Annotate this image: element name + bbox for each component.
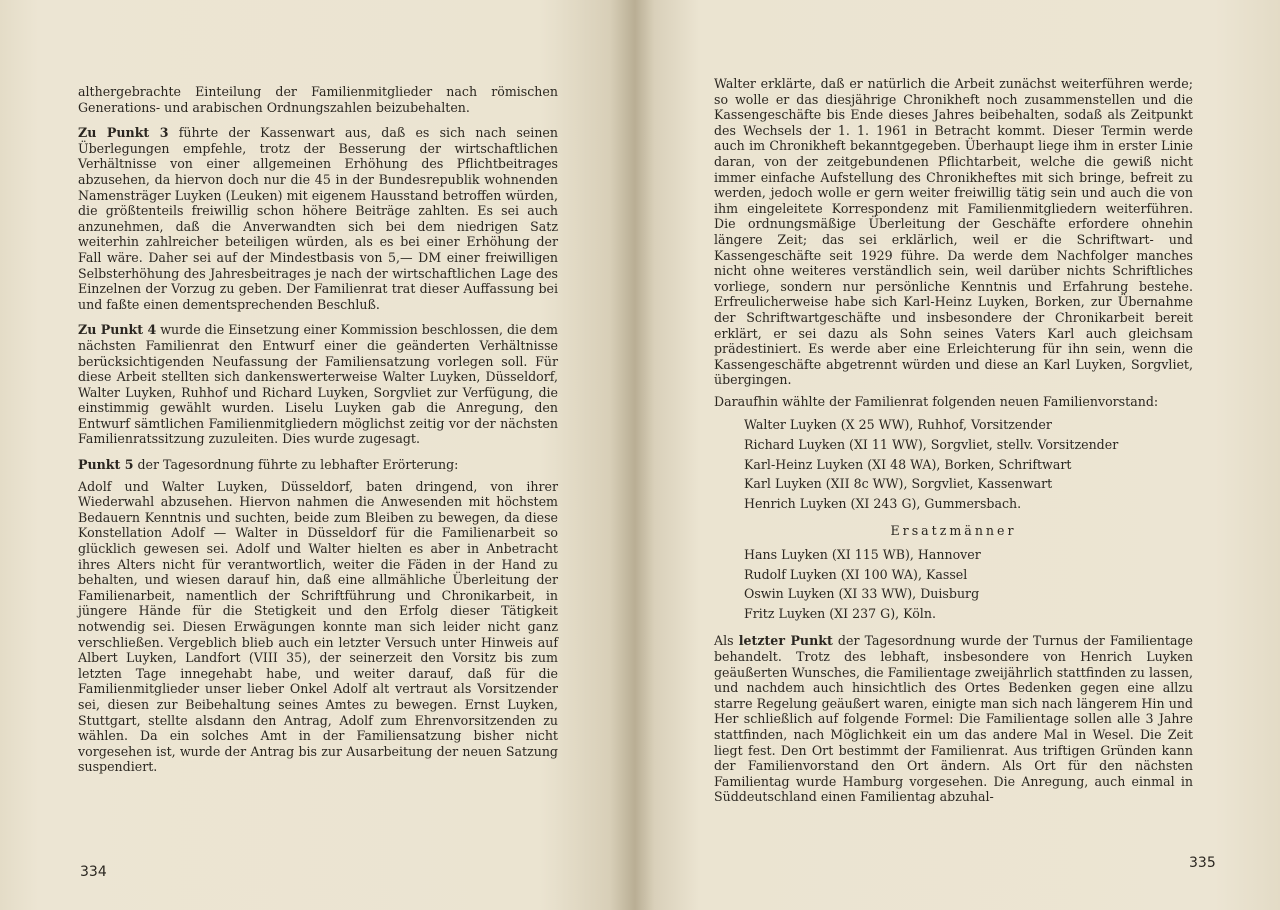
paragraph-body: der Tagesordnung führte zu lebhafter Erörterung: bbox=[133, 457, 459, 473]
list-item: Rudolf Luyken (XI 100 WA), Kassel bbox=[744, 566, 968, 582]
paragraph-body: führte der Kassenwart aus, daß es sich nach seinen Überlegungen empfehle, trotz der Besserung der wirtschaftlichen Verhältnisse von einer allgemeinen Erhöhung des Pflichtbeitrages abzusehen, da hiervon doch nur die 45 in der Bundesrepublik wohnenden Namensträger Luyken (Leuken) mit eigenem Hausstand betroffen würden, die größtenteils freiwillig schon höhere Beiträge zahlten. Es sei auch anzunehmen, daß die Anverwandten sich bei dem niedrigen Satz weiterhin zahlreicher beteiligen würden, als es bei einer Erhöhung der Fall wäre. Daher sei auf der Mindestbasis von 5,— DM einer freiwilligen Selbsterhöhung des Jahresbeitrages je nach der wirtschaftlichen Lage des Einzelnen der Vorzug zu geben. Der Familienrat trat dieser Auffassung bei und faßte einen dementsprechenden Beschluß. bbox=[78, 125, 558, 312]
list-item: Richard Luyken (XI 11 WW), Sorgvliet, stellv. Vorsitzender bbox=[744, 437, 1119, 453]
paragraph-body: althergebrachte Einteilung der Familienmitglieder nach römischen Generations- und arabischen Ordnungszahlen beizubehalten. bbox=[78, 84, 558, 115]
left-page-text bbox=[78, 84, 558, 785]
list-item: Fritz Luyken (XI 237 G), Köln. bbox=[744, 605, 936, 621]
substitutes-list bbox=[744, 545, 1193, 623]
substitutes-heading: Ersatzmänner bbox=[890, 523, 1017, 539]
list-item: Hans Luyken (XI 115 WB), Hannover bbox=[744, 547, 981, 563]
right-page bbox=[635, 0, 1280, 910]
paragraph-lead: Zu Punkt 3 bbox=[78, 125, 169, 141]
paragraph-body: der Tagesordnung wurde der Turnus der Familientage behandelt. Trotz des lebhaft, insbesondere von Henrich Luyken geäußerten Wunsches, die Familientage zweijährlich stattfinden zu lassen, und nachdem auch hinsichtlich des Ortes Bedenken gegen eine allzu starre Regelung geäußert waren, einigte man sich nach längerem Hin und Her schließlich auf folgende Formel: Die Familientage sollen alle 3 Jahre stattfinden, nach Möglichkeit ein um das andere Mal in Wesel. Die Zeit liegt fest. Den Ort bestimmt der Familienrat. Aus triftigen Gründen kann der Familienvorstand den Ort ändern. Als Ort für den nächsten Familientag wurde Hamburg vorgesehen. Die Anregung, auch einmal in Süddeutschland einen Familientag abzuhal- bbox=[714, 633, 1193, 805]
list-item: Karl Luyken (XII 8c WW), Sorgvliet, Kassenwart bbox=[744, 476, 1053, 492]
page-number: 334 bbox=[80, 864, 107, 880]
paragraph-lead: Punkt 5 bbox=[78, 457, 134, 473]
paragraph: Walter erklärte, daß er natürlich die Arbeit zunächst weiterführen werde; so wolle er das diesjährige Chronikheft noch zusammenstellen und die Kassengeschäfte bis Ende dieses Jahres beibehalten, sodaß als Zeitpunkt des Wechsels der 1. 1. 1961 in Betracht kommt. Dieser Termin werde auch im Chronikheft bekanntgegeben. Überhaupt liege ihm in erster Linie daran, von der zeitgebundenen Pflichtarbeit, welche die gewiß nicht immer einfache Aufstellung des Chronikheftes mit sich bringe, befreit zu werden, jedoch wolle er gern weiter freiwillig tätig sein und auch die von ihm eingeleitete Korrespondenz mit Familienmitgliedern weiterführen. Die ordnungsmäßige Überleitung der Geschäfte erfordere ohnehin längere Zeit; das sei erklärlich, weil er die Schriftwart- und Kassengeschäfte seit 1929 führe. Da werde dem Nachfolger manches nicht ohne weiteres verständlich sein, weil darüber nichts Schriftliches vorliege, sondern nur persönliche Kenntnis und Erfahrung bestehe. Erfreulicherweise habe sich Karl-Heinz Luyken, Borken, zur Übernahme der Schriftwartgeschäfte und insbesondere der Chronikarbeit bereit erklärt, er sei dazu als Sohn seines Vaters Karl auch gleichsam prädestiniert. Es werde aber eine Erleichterung für ihn sein, wenn die Kassengeschäfte abgetrennt würden und diese an Karl Luyken, Sorgvliet, übergingen. bbox=[714, 76, 1193, 388]
paragraph-body: Adolf und Walter Luyken, Düsseldorf, baten dringend, von ihrer Wiederwahl abzusehen. Hiervon nahmen die Anwesenden mit höchstem Bedauern Kenntnis und suchten, beide zum Bleiben zu bewegen, da diese Konstellation Adolf — Walter in Düsseldorf für die Familienarbeit so glücklich gewesen sei. Adolf und Walter hielten es aber in Anbetracht ihres Alters nicht für verantwortlich, weiter die Fäden in der Hand zu behalten, und wiesen darauf hin, daß eine allmähliche Überleitung der Familienarbeit, namentlich der Schriftführung und Chronikarbeit, in jüngere Hände für die Stetigkeit und den Erfolg dieser Tätigkeit notwendig sei. Diesen Erwägungen konnte man sich leider nicht ganz verschließen. Vergeblich blieb auch ein letzter Versuch unter Hinweis auf Albert Luyken, Landfort (VIII 35), der seinerzeit den Vorsitz bis zum letzten Tage innegehabt habe, und weiter darauf, daß für die Familienmitglieder unser lieber Onkel Adolf alt vertraut als Vorsitzender sei, diesen zur Beibehaltung seines Amtes zu bewegen. Ernst Luyken, Stuttgart, stellte alsdann den Antrag, Adolf zum Ehrenvorsitzenden zu wählen. Da ein solches Amt in der Familiensatzung bisher nicht vorgesehen ist, wurde der Antrag bis zur Ausarbeitung der neuen Satzung suspendiert. bbox=[78, 478, 558, 775]
paragraph bbox=[78, 322, 558, 447]
paragraph bbox=[78, 479, 558, 775]
list-item: Karl-Heinz Luyken (XI 48 WA), Borken, Schriftwart bbox=[744, 456, 1072, 472]
list-item: Henrich Luyken (XI 243 G), Gummersbach. bbox=[744, 495, 1022, 511]
paragraph bbox=[78, 125, 558, 312]
paragraph-pre: Als bbox=[714, 633, 739, 649]
paragraph-body: wurde die Einsetzung einer Kommission beschlossen, die dem nächsten Familienrat den Entwurf einer die geänderten Verhältnisse berücksichtigenden Neufassung der Familiensatzung vorlegen soll. Für diese Arbeit stellten sich dankenswerterweise Walter Luyken, Düsseldorf, Walter Luyken, Ruhhof und Richard Luyken, Sorgvliet zur Verfügung, die einstimmig gewählt wurden. Liselu Luyken gab die Anregung, den Entwurf sämtlichen Familienmitgliedern möglichst zeitig vor der nächsten Familienratssitzung zuzuleiten. Dies wurde zugesagt. bbox=[78, 322, 558, 447]
page-number: 335 bbox=[1189, 855, 1216, 871]
paragraph bbox=[714, 633, 1193, 805]
paragraph-lead: Zu Punkt 4 bbox=[78, 322, 157, 338]
right-page-text bbox=[714, 76, 1193, 815]
list-item: Oswin Luyken (XI 33 WW), Duisburg bbox=[744, 586, 980, 602]
left-page bbox=[0, 0, 635, 910]
paragraph bbox=[78, 457, 558, 473]
paragraph-lead: letzter Punkt bbox=[738, 633, 833, 649]
paragraph: Daraufhin wählte der Familienrat folgenden neuen Familienvorstand: bbox=[714, 393, 1159, 409]
paragraph bbox=[78, 84, 558, 115]
board-list bbox=[744, 415, 1193, 513]
list-item: Walter Luyken (X 25 WW), Ruhhof, Vorsitzender bbox=[744, 417, 1052, 433]
